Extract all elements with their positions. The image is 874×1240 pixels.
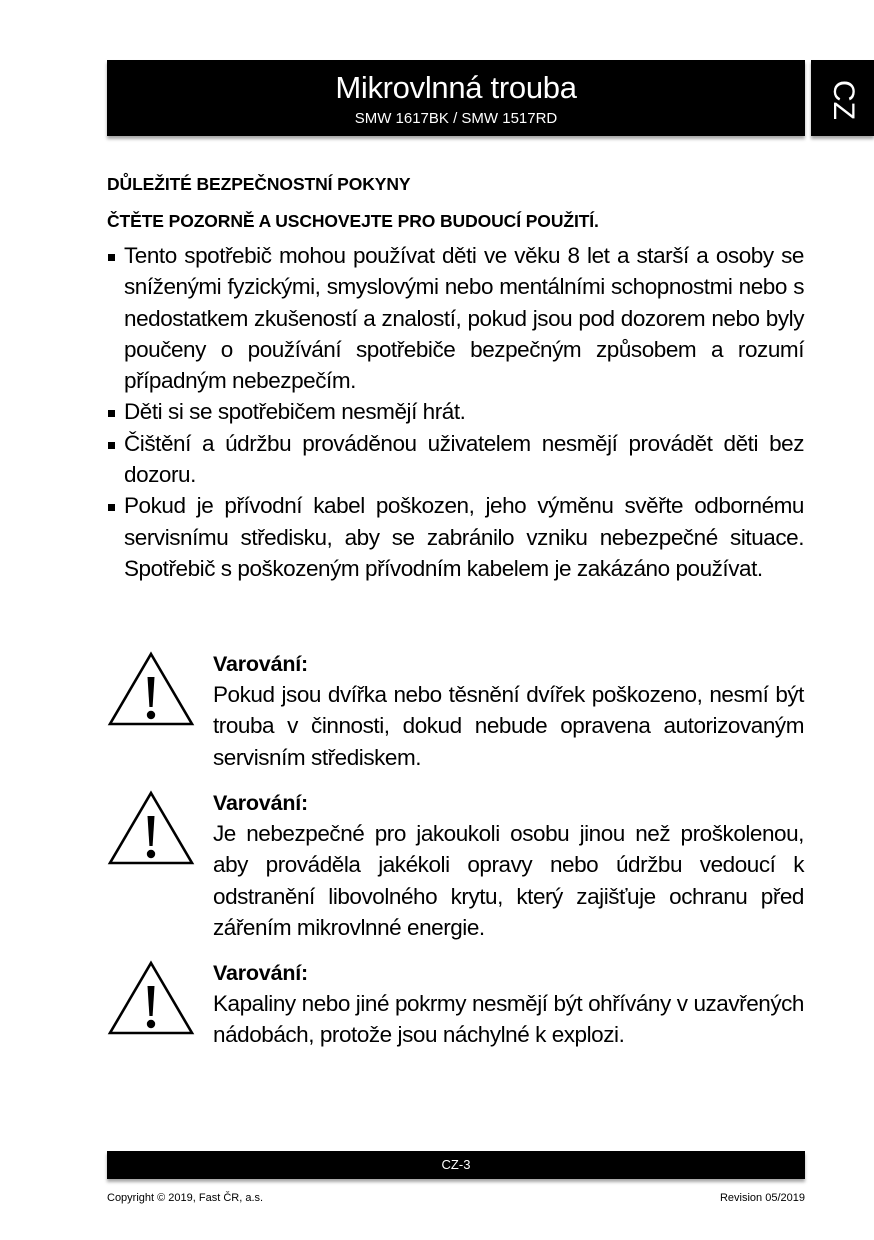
revision-text: Revision 05/2019 (719, 1192, 805, 1204)
warning-block-1 (107, 651, 804, 781)
warning-text: Kapaliny nebo jiné pokrmy nesmějí být ohřívány v uzavřených nádobách, protože jsou náchylné k explozi. (213, 991, 804, 1048)
model-numbers: SMW 1617BK / SMW 1517RD (354, 110, 558, 127)
page-number: CZ-3 (441, 1157, 471, 1172)
list-item: Tento spotřebič mohou používat děti ve věku 8 let a starší a osoby se sníženými fyzickými, smyslovými nebo mentálními schopnostmi nebo s nedostatkem zkušeností a znalostí, pokud jsou pod dozorem nebo byly poučeny o používání spotřebiče bezpečným způsobem a rozumí případným nebezpečím. (107, 240, 804, 396)
section-subheading: ČTĚTE POZORNĚ A USCHOVEJTE PRO BUDOUCÍ POUŽITÍ. (107, 211, 599, 231)
list-item: Pokud je přívodní kabel poškozen, jeho výměnu svěřte odbornému servisnímu středisku, aby se zabránilo vzniku nebezpečné situace. Spotřebič s poškozeným přívodním kabelem je zakázáno používat. (107, 490, 804, 584)
document-title: Mikrovlnná trouba (335, 70, 577, 105)
warning-text: Pokud jsou dvířka nebo těsnění dvířek poškozeno, nesmí být trouba v činnosti, dokud nebude opravena autorizovaným servisním střediskem. (213, 682, 804, 770)
language-code: CZ (827, 80, 860, 120)
warning-block-2 (107, 790, 804, 940)
page-header (107, 60, 805, 136)
copyright-text: Copyright © 2019, Fast ČR, a.s. (107, 1192, 264, 1204)
section-heading: DŮLEŽITÉ BEZPEČNOSTNÍ POKYNY (107, 174, 411, 194)
language-tab (811, 60, 874, 136)
warning-label: Varování: (213, 961, 308, 985)
warning-label: Varování: (213, 652, 308, 676)
warning-text: Je nebezpečné pro jakoukoli osobu jinou než proškolenou, aby prováděla jakékoli opravy nebo údržbu vedoucí k odstranění libovolného krytu, který zajišťuje ochranu před zářením mikrovlnné energie. (213, 821, 804, 940)
page-number-bar (107, 1151, 805, 1179)
warning-triangle-icon (107, 960, 195, 1038)
list-item: Čištění a údržbu prováděnou uživatelem nesmějí provádět děti bez dozoru. (107, 428, 804, 491)
list-item: Děti si se spotřebičem nesmějí hrát. (107, 396, 804, 427)
warning-triangle-icon (107, 651, 195, 729)
warning-triangle-icon (107, 790, 195, 868)
warning-block-3 (107, 960, 804, 1090)
warning-label: Varování: (213, 791, 308, 815)
safety-list (107, 240, 804, 584)
safety-section (107, 172, 804, 584)
